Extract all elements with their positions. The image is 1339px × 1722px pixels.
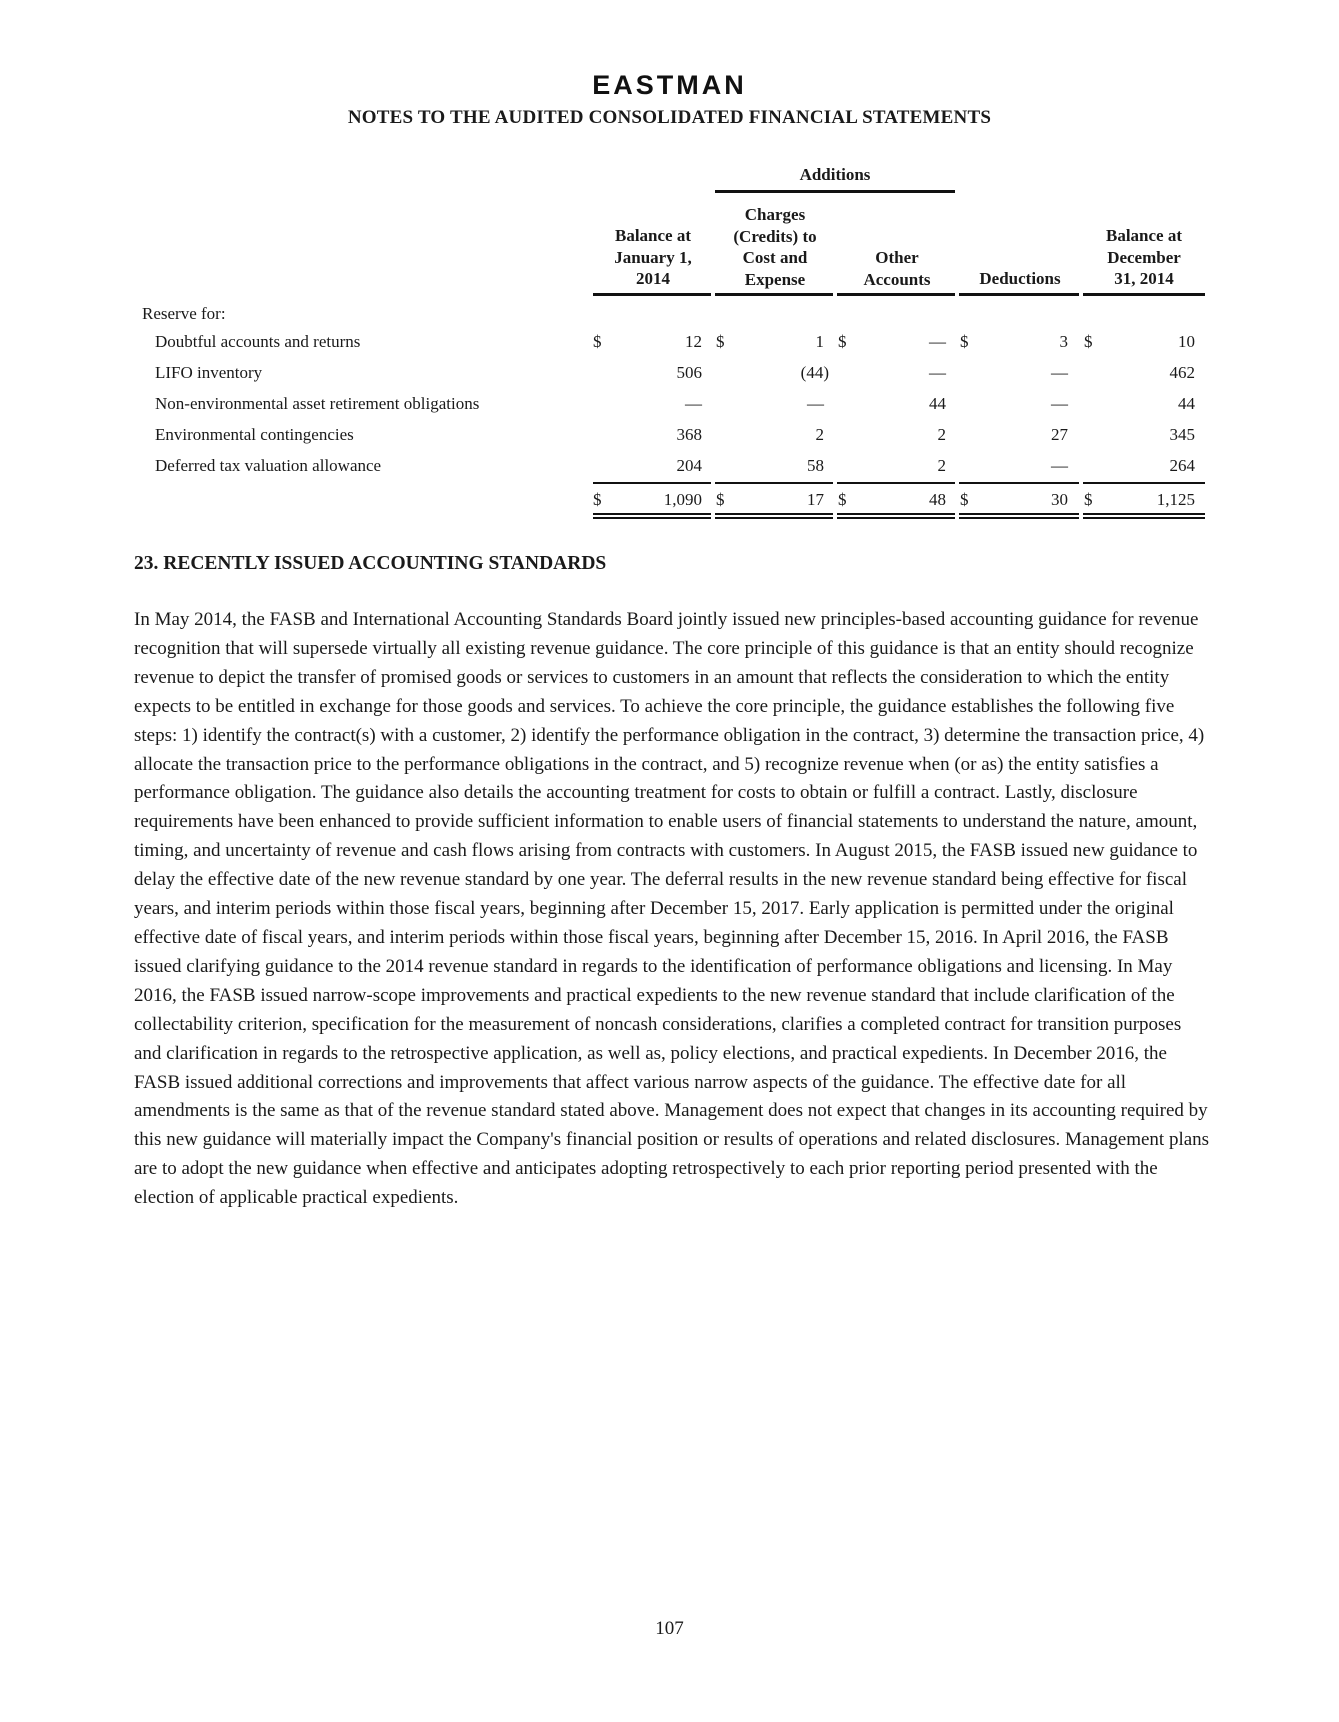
table-cell: 12 <box>685 332 702 351</box>
total-double-rule <box>837 513 955 515</box>
table-cell: 10 <box>1178 332 1195 351</box>
section-body-paragraph: In May 2014, the FASB and International Accounting Standards Board jointly issued new principles-based accounting guidance for revenue recognition that will supersede virtually all existing revenue guidance. The core principle of this guidance is that an entity should recognize revenue to depict the transfer of promised goods or services to customers in an amount that reflects the consideration to which the entity expects to be entitled in exchange for those goods and services. To achieve the core principle, the guidance establishes the following five steps: 1) identify the contract(s) with a customer, 2) identify the performance obligation in the contract, 3) determine the transaction price, 4) allocate the transaction price to the performance obligations in the contract, and 5) recognize revenue when (or as) the entity satisfies a performance obligation. The guidance also details the accounting treatment for costs to obtain or fulfill a contract. Lastly, disclosure requirements have been enhanced to provide sufficient information to enable users of financial statements to understand the nature, amount, timing, and uncertainty of revenue and cash flows arising from contracts with customers. In August 2015, the FASB issued new guidance to delay the effective date of the new revenue standard by one year. The deferral results in the new revenue standard being effective for fiscal years, and interim periods within those fiscal years, beginning after December 15, 2017. Early application is permitted under the original effective date of fiscal years, and interim periods within those fiscal years, beginning after December 15, 2016. In April 2016, the FASB issued clarifying guidance to the 2014 revenue standard in regards to the identification of performance obligations and licensing. In May 2016, the FASB issued narrow-scope improvements and practical expedients to the new revenue standard that include clarification of the collectability criterion, specification for the measurement of noncash considerations, clarifies a completed contract for transition purposes and clarification in regards to the retrospective application, as well as, policy elections, and practical expedients. In December 2016, the FASB issued additional corrections and improvements that affect various narrow aspects of the guidance. The effective date for all amendments is the same as that of the revenue standard stated above. Management does not expect that changes in its accounting required by this new guidance will materially impact the Company's financial position or results of operations and related disclosures. Management plans are to adopt the new guidance when effective and anticipates adopting retrospectively to each prior reporting period presented with the election of applicable practical expedients. <box>134 609 1210 1209</box>
row-label: LIFO inventory <box>155 363 263 382</box>
col3-header-rule <box>837 293 955 296</box>
total-double-rule <box>593 513 711 515</box>
col-header-balance-start: Balance at January 1, 2014 <box>614 226 692 288</box>
total-cell: 17 <box>807 490 824 509</box>
col2-header-rule <box>715 293 833 296</box>
table-cell: 44 <box>929 394 946 413</box>
table-cell: 368 <box>676 425 702 444</box>
total-double-rule <box>1083 513 1205 515</box>
table-cell: — <box>807 394 824 413</box>
table-cell: 204 <box>676 456 702 475</box>
currency-symbol: $ <box>960 490 969 509</box>
table-cell: — <box>1051 394 1068 413</box>
row-label: Doubtful accounts and returns <box>155 332 361 351</box>
table-cell: 44 <box>1178 394 1195 413</box>
table-cell: 2 <box>937 425 946 444</box>
subtotal-rule <box>959 482 1079 484</box>
table-cell: 58 <box>807 456 824 475</box>
col-header-charges: Charges (Credits) to Cost and Expense <box>733 205 817 289</box>
col5-header-rule <box>1083 293 1205 296</box>
currency-symbol: $ <box>593 332 602 351</box>
subtotal-rule <box>837 482 955 484</box>
table-cell: 345 <box>1169 425 1195 444</box>
table-cell: 2 <box>815 425 824 444</box>
table-cell: 1 <box>815 332 824 351</box>
col-header-deductions: Deductions <box>979 269 1061 288</box>
currency-symbol: $ <box>838 332 847 351</box>
currency-symbol: $ <box>1084 332 1093 351</box>
total-double-rule <box>959 513 1079 515</box>
table-cell: 27 <box>1051 425 1068 444</box>
table-cell: — <box>685 394 702 413</box>
table-cell: 264 <box>1169 456 1195 475</box>
company-logo: EASTMAN <box>592 70 747 100</box>
section-heading: 23. RECENTLY ISSUED ACCOUNTING STANDARDS <box>134 553 607 574</box>
table-cell: — <box>929 332 946 351</box>
table-cell: 506 <box>676 363 702 382</box>
row-label: Deferred tax valuation allowance <box>155 456 382 475</box>
subtotal-rule <box>1083 482 1205 484</box>
total-double-rule <box>1083 517 1205 519</box>
valuation-reserves-table <box>0 0 1339 540</box>
table-cell: 2 <box>937 456 946 475</box>
total-cell: 48 <box>929 490 946 509</box>
col-header-balance-end: Balance at December 31, 2014 <box>1105 226 1183 288</box>
currency-symbol: $ <box>593 490 602 509</box>
total-cell: 30 <box>1051 490 1068 509</box>
table-cell: — <box>1051 456 1068 475</box>
total-cell: 1,125 <box>1156 490 1195 509</box>
currency-symbol: $ <box>716 490 725 509</box>
col4-header-rule <box>959 293 1079 296</box>
total-double-rule <box>959 517 1079 519</box>
currency-symbol: $ <box>716 332 725 351</box>
currency-symbol: $ <box>1084 490 1093 509</box>
table-cell: (44) <box>800 363 829 382</box>
total-double-rule <box>593 517 711 519</box>
table-cell: — <box>929 363 946 382</box>
table-cell: — <box>1051 363 1068 382</box>
row-label: Non-environmental asset retirement obligations <box>155 394 480 413</box>
page-number: 107 <box>655 1618 684 1639</box>
total-double-rule <box>837 517 955 519</box>
additions-group-rule <box>715 190 955 193</box>
total-cell: 1,090 <box>663 490 702 509</box>
currency-symbol: $ <box>960 332 969 351</box>
col1-header-rule <box>593 293 711 296</box>
reserve-for-label: Reserve for: <box>142 304 226 323</box>
document-title: NOTES TO THE AUDITED CONSOLIDATED FINANCIAL STATEMENTS <box>347 107 992 128</box>
subtotal-rule <box>593 482 711 484</box>
table-cell: 462 <box>1169 363 1195 382</box>
additions-group-header: Additions <box>799 165 871 184</box>
total-double-rule <box>715 513 833 515</box>
subtotal-rule <box>715 482 833 484</box>
table-cell: 3 <box>1059 332 1068 351</box>
total-double-rule <box>715 517 833 519</box>
currency-symbol: $ <box>838 490 847 509</box>
col-header-other-accounts: Other Accounts <box>863 248 931 289</box>
row-label: Environmental contingencies <box>155 425 354 444</box>
